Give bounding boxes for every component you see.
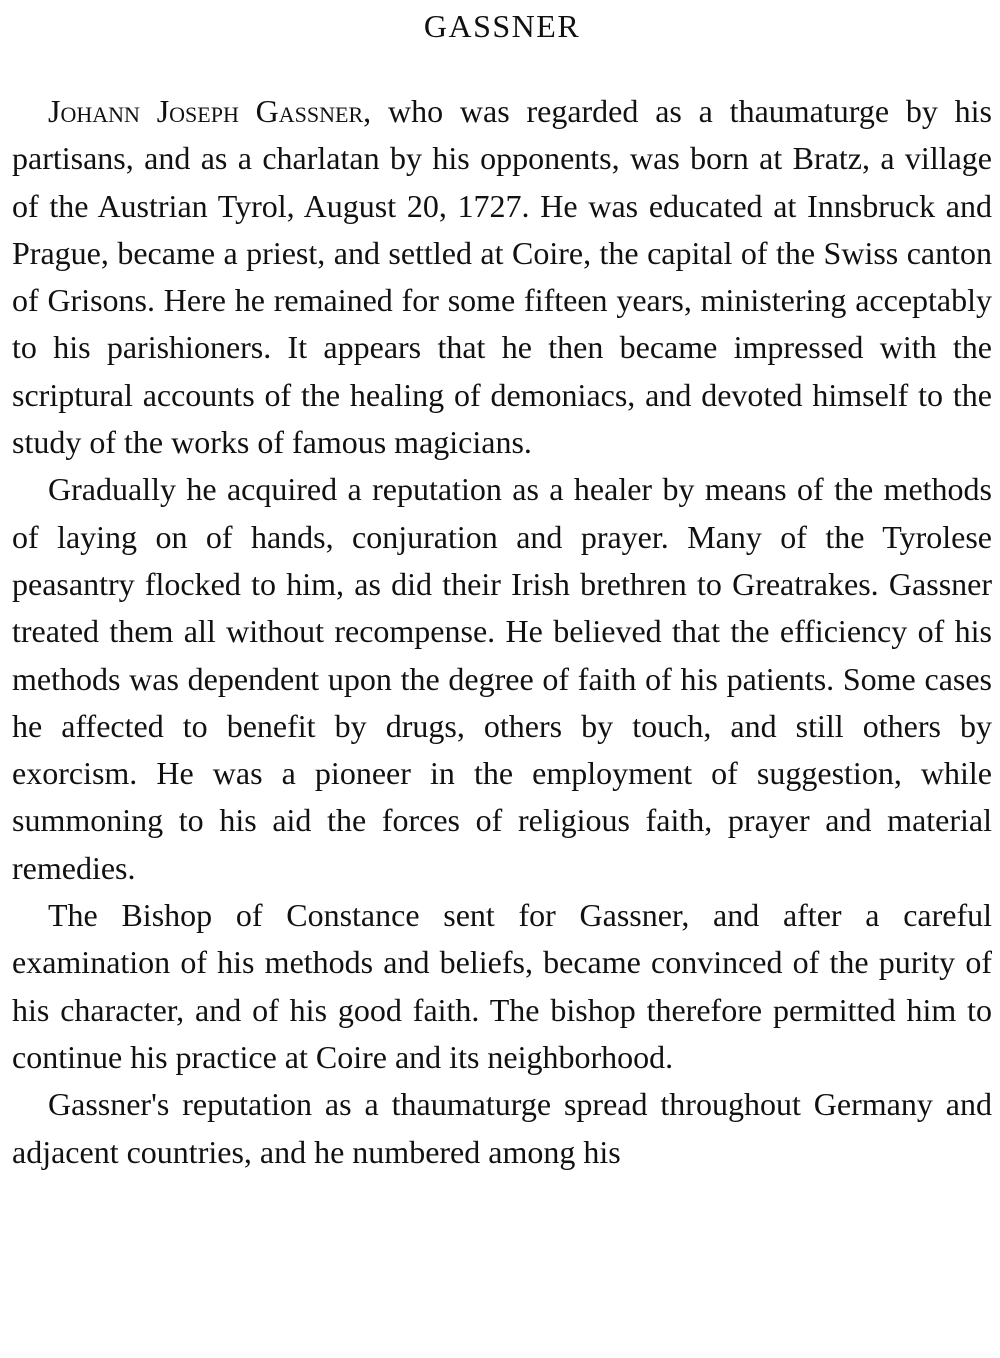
paragraph-4: Gassner's reputation as a thaumaturge spread throughout Germany and adjacent countries, and he numbered among his — [12, 1086, 992, 1170]
running-head: GASSNER — [423, 8, 581, 44]
body-text — [12, 88, 992, 1176]
paragraph-2: Gradually he acquired a reputation as a healer by means of the methods of laying on of hands, conjuration and prayer. Many of the Tyrolese peasantry flocked to him, as did their Irish brethren to Greatrakes. Gassner treated them all without recompense. He believed that the efficiency of his methods was dependent upon the degree of faith of his patients. Some cases he affected to benefit by drugs, others by touch, and still others by exorcism. He was a pioneer in the employment of suggestion, while summoning to his aid the forces of religious faith, prayer and material remedies. — [12, 471, 992, 886]
paragraph-1 — [12, 88, 992, 466]
paragraph-1-text: , who was regarded as a thaumaturge by his partisans, and as a charlatan by his opponents, was born at Bratz, a village of the Austrian Tyrol, August 20, 1727. He was educated at Innsbruck and Prague, became a priest, and settled at Coire, the capital of the Swiss canton of Grisons. Here he remained for some fifteen years, ministering acceptably to his parishioners. It appears that he then became impressed with the scriptural accounts of the healing of demoniacs, and devoted himself to the study of the works of famous magicians. — [12, 93, 993, 461]
paragraph-3: The Bishop of Constance sent for Gassner, and after a careful examination of his methods and beliefs, became convinced of the purity of his character, and of his good faith. The bishop therefore permitted him to continue his practice at Coire and its neighborhood. — [12, 897, 992, 1075]
subject-name: Johann Joseph Gassner — [48, 93, 364, 129]
